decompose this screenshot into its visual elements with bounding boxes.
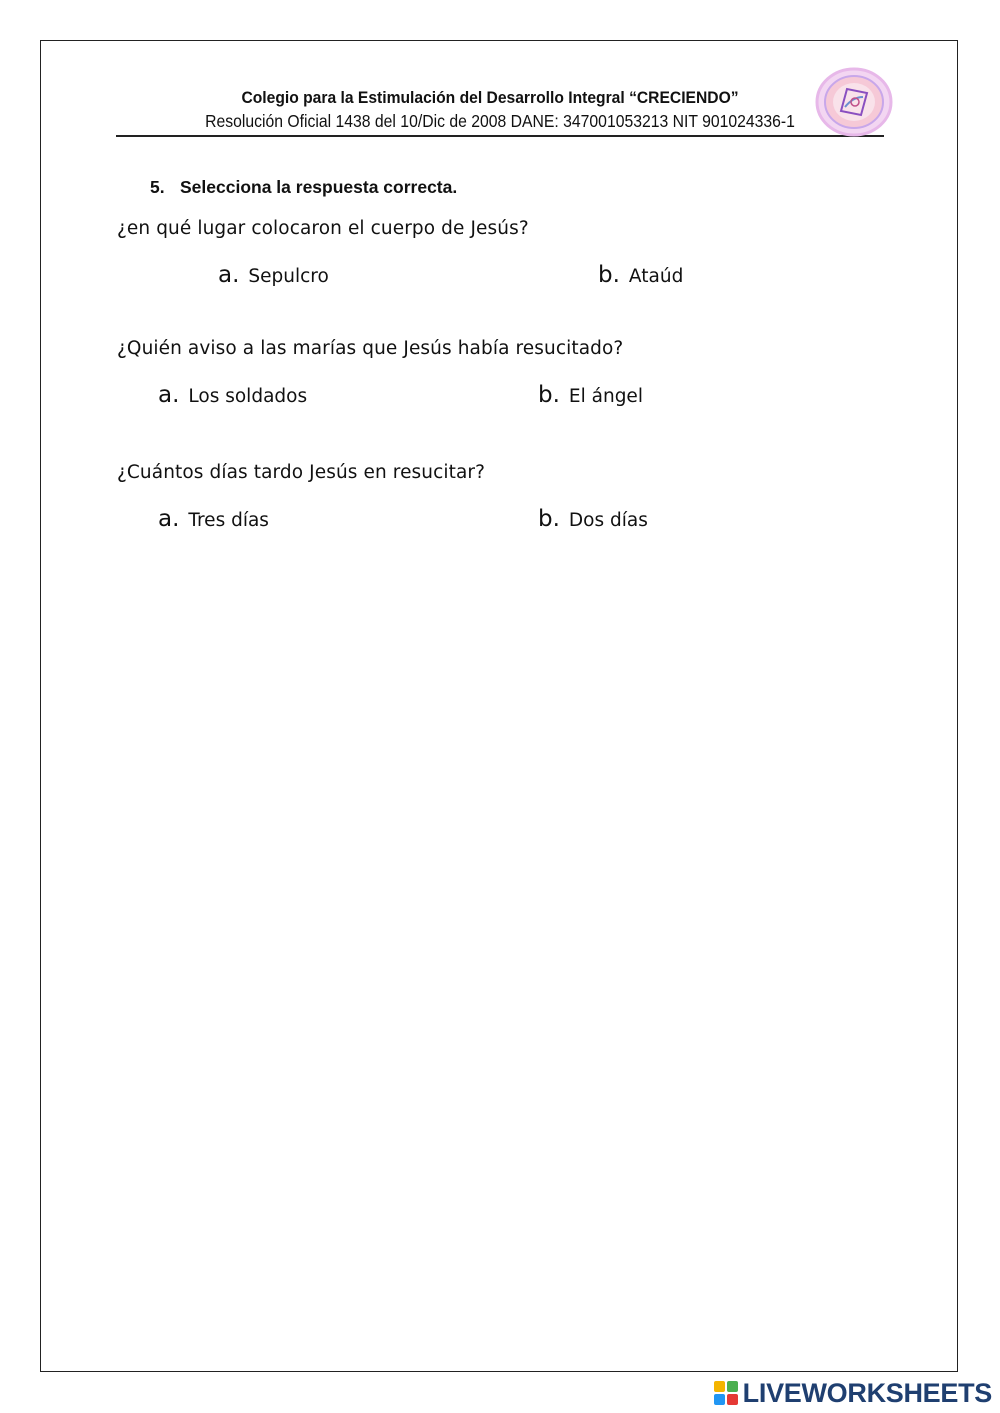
option-text: Dos días (568, 510, 648, 531)
section-title: Selecciona la respuesta correcta. (180, 177, 458, 197)
question-2-option-b[interactable] (538, 382, 643, 408)
option-letter: b. (538, 506, 560, 532)
option-text: Tres días (188, 510, 269, 531)
liveworksheets-logo-icon (713, 1380, 739, 1406)
option-letter: a. (158, 506, 180, 532)
question-3-option-b[interactable] (538, 506, 648, 532)
option-letter: b. (598, 262, 620, 288)
school-resolution: Resolución Oficial 1438 del 10/Dic de 2008 DANE: 347001053213 NIT 901024336-1 (205, 111, 795, 131)
question-1-option-a[interactable] (218, 262, 329, 288)
section-heading (150, 177, 457, 198)
option-text: Ataúd (628, 266, 684, 287)
question-2: ¿Quién aviso a las marías que Jesús había resucitado? (117, 338, 624, 359)
question-3: ¿Cuántos días tardo Jesús en resucitar? (117, 462, 486, 483)
school-name: Colegio para la Estimulación del Desarrollo Integral “CRECIENDO” (241, 88, 739, 107)
option-text: Sepulcro (248, 266, 329, 287)
question-1-option-b[interactable] (598, 262, 683, 288)
header-divider (116, 135, 884, 137)
school-logo-icon (815, 67, 893, 137)
section-number: 5. (150, 177, 165, 197)
option-letter: a. (218, 262, 240, 288)
question-1: ¿en qué lugar colocaron el cuerpo de Jesús? (117, 218, 529, 239)
question-3-option-a[interactable] (158, 506, 269, 532)
option-text: El ángel (568, 386, 643, 407)
liveworksheets-brand: LIVEWORKSHEETS (742, 1377, 992, 1408)
option-letter: a. (158, 382, 180, 408)
option-letter: b. (538, 382, 560, 408)
liveworksheets-footer (713, 1376, 992, 1410)
option-text: Los soldados (188, 386, 308, 407)
question-2-option-a[interactable] (158, 382, 307, 408)
worksheet-page (40, 40, 958, 1372)
